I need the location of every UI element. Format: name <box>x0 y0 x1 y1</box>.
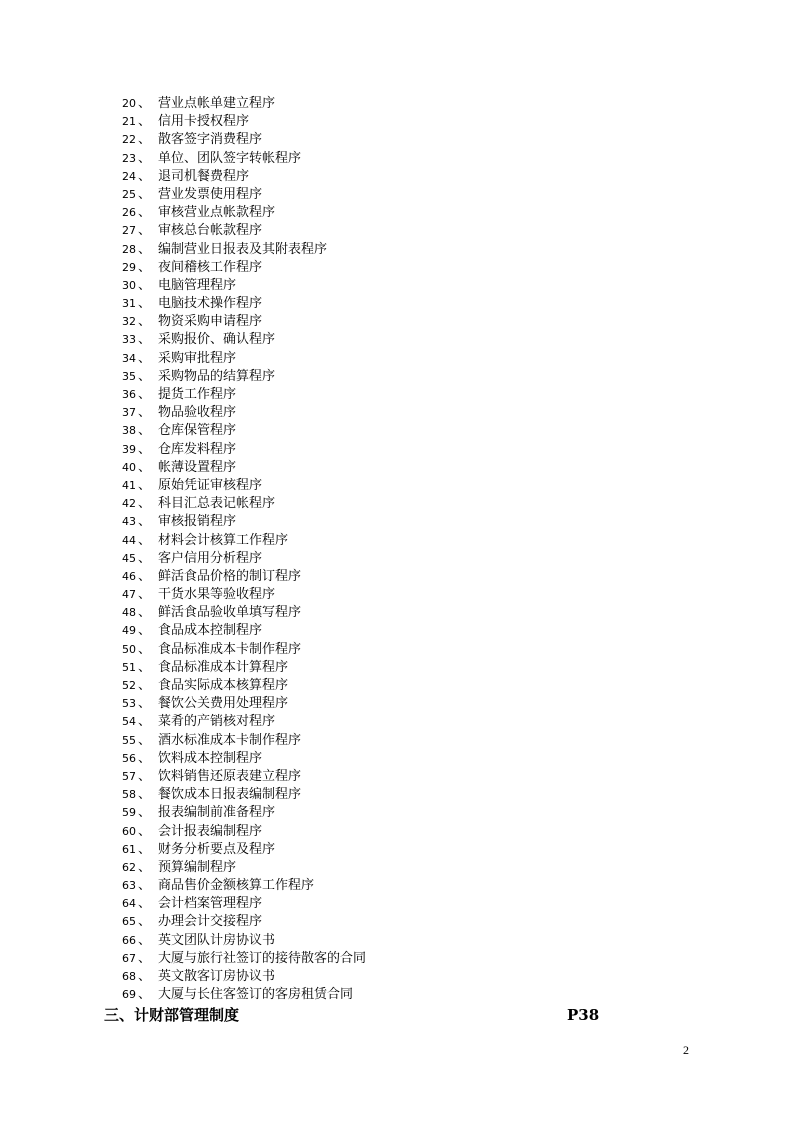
item-text: 食品成本控制程序 <box>158 623 263 639</box>
list-item <box>0 568 794 586</box>
item-number: 38 <box>122 424 136 438</box>
item-number: 56 <box>122 751 136 765</box>
list-item <box>0 677 794 695</box>
item-text: 审核报销程序 <box>158 514 237 530</box>
item-separator: 、 <box>138 223 152 239</box>
item-number: 51 <box>122 660 136 674</box>
item-text: 食品标准成本卡制作程序 <box>158 641 302 657</box>
list-item <box>0 622 794 640</box>
list-item <box>0 404 794 422</box>
list-item <box>0 895 794 913</box>
list-item <box>0 641 794 659</box>
item-number: 49 <box>122 624 136 638</box>
list-item <box>0 968 794 986</box>
item-text: 营业点帐单建立程序 <box>158 96 276 111</box>
item-number: 62 <box>122 860 136 874</box>
section-title: 三、计财部管理制度 <box>104 1006 240 1024</box>
item-number: 66 <box>122 933 136 947</box>
list-item <box>0 277 794 295</box>
item-separator: 、 <box>138 168 152 184</box>
item-number: 21 <box>122 115 136 129</box>
list-item <box>0 986 794 1004</box>
item-number: 60 <box>122 824 136 838</box>
list-item <box>0 313 794 331</box>
item-number: 45 <box>122 551 136 565</box>
item-text: 会计档案管理程序 <box>158 896 263 912</box>
item-separator: 、 <box>138 859 152 875</box>
item-text: 大厦与长住客签订的客房租赁合同 <box>158 987 354 1003</box>
item-number: 34 <box>122 351 136 365</box>
item-separator: 、 <box>138 496 152 512</box>
item-text: 采购报价、确认程序 <box>158 332 276 348</box>
item-text: 帐薄设置程序 <box>158 459 237 475</box>
item-number: 55 <box>122 733 136 747</box>
list-item <box>0 222 794 240</box>
item-separator: 、 <box>138 841 152 857</box>
item-separator: 、 <box>138 623 152 639</box>
item-number: 52 <box>122 679 136 692</box>
item-separator: 、 <box>138 823 152 839</box>
item-number: 50 <box>122 642 136 656</box>
item-separator: 、 <box>138 405 152 421</box>
item-separator: 、 <box>138 805 152 821</box>
item-text: 材料会计核算工作程序 <box>158 532 289 548</box>
item-number: 25 <box>122 187 136 201</box>
list-item <box>0 204 794 222</box>
item-number: 36 <box>122 388 136 401</box>
item-text: 采购物品的结算程序 <box>158 368 276 384</box>
item-number: 28 <box>122 242 136 256</box>
item-separator: 、 <box>138 768 152 784</box>
item-separator: 、 <box>138 950 152 966</box>
item-text: 饮料销售还原表建立程序 <box>158 768 302 784</box>
list-item <box>0 477 794 495</box>
item-number: 33 <box>122 333 136 347</box>
item-text: 会计报表编制程序 <box>158 823 263 839</box>
item-number: 27 <box>122 224 136 238</box>
item-number: 22 <box>122 133 136 147</box>
item-number: 53 <box>122 697 136 711</box>
item-separator: 、 <box>138 914 152 930</box>
item-separator: 、 <box>138 987 152 1003</box>
item-number: 69 <box>122 988 136 1002</box>
item-number: 40 <box>122 460 136 474</box>
item-text: 酒水标准成本卡制作程序 <box>158 732 302 748</box>
item-text: 餐饮公关费用处理程序 <box>158 696 289 712</box>
list-item <box>0 659 794 677</box>
item-separator: 、 <box>138 459 152 475</box>
item-text: 鲜活食品验收单填写程序 <box>158 605 302 621</box>
item-separator: 、 <box>138 150 152 166</box>
item-text: 干货水果等验收程序 <box>158 587 276 603</box>
list-item <box>0 750 794 768</box>
item-text: 鲜活食品价格的制订程序 <box>158 568 302 584</box>
item-text: 电脑管理程序 <box>158 277 237 293</box>
item-number: 67 <box>122 951 136 965</box>
item-text: 夜间稽核工作程序 <box>158 259 263 275</box>
item-text: 物品验收程序 <box>158 405 237 421</box>
item-text: 单位、团队签字转帐程序 <box>158 150 302 166</box>
list-item <box>0 459 794 477</box>
list-item <box>0 368 794 386</box>
item-text: 英文团队计房协议书 <box>158 932 276 948</box>
item-number: 47 <box>122 588 136 602</box>
item-separator: 、 <box>138 878 152 894</box>
list-item <box>0 877 794 895</box>
list-item <box>0 804 794 822</box>
item-text: 商品售价金额核算工作程序 <box>158 878 315 894</box>
item-separator: 、 <box>138 296 152 312</box>
item-text: 电脑技术操作程序 <box>158 296 263 312</box>
item-text: 英文散客订房协议书 <box>158 969 276 984</box>
item-text: 食品实际成本核算程序 <box>158 678 289 693</box>
item-separator: 、 <box>138 714 152 730</box>
list-item <box>0 713 794 731</box>
item-text: 财务分析要点及程序 <box>158 841 276 857</box>
item-separator: 、 <box>138 350 152 366</box>
list-item <box>0 150 794 168</box>
item-number: 63 <box>122 879 136 893</box>
item-separator: 、 <box>138 605 152 621</box>
page-number: 2 <box>683 1043 689 1057</box>
item-number: 20 <box>122 97 136 110</box>
item-separator: 、 <box>138 514 152 530</box>
item-text: 编制营业日报表及其附表程序 <box>158 241 328 257</box>
list-item <box>0 841 794 859</box>
item-number: 41 <box>122 478 136 492</box>
list-item <box>0 186 794 204</box>
item-number: 37 <box>122 406 136 420</box>
item-separator: 、 <box>138 441 152 457</box>
item-text: 科目汇总表记帐程序 <box>158 496 276 512</box>
item-text: 仓库发料程序 <box>158 441 237 457</box>
item-text: 审核总台帐款程序 <box>158 223 263 239</box>
item-text: 预算编制程序 <box>158 859 237 875</box>
item-number: 68 <box>122 970 136 983</box>
item-separator: 、 <box>138 750 152 766</box>
list-item <box>0 859 794 877</box>
list-item <box>0 932 794 950</box>
list-item <box>0 513 794 531</box>
item-separator: 、 <box>138 587 152 603</box>
item-separator: 、 <box>138 532 152 548</box>
list-item <box>0 331 794 349</box>
item-text: 散客签字消费程序 <box>158 132 263 148</box>
list-item <box>0 422 794 440</box>
item-separator: 、 <box>138 259 152 275</box>
item-text: 食品标准成本计算程序 <box>158 659 289 675</box>
list-item <box>0 113 794 131</box>
item-text: 大厦与旅行社签订的接待散客的合同 <box>158 950 367 966</box>
item-separator: 、 <box>138 696 152 712</box>
item-number: 44 <box>122 533 136 547</box>
item-number: 29 <box>122 260 136 274</box>
item-separator: 、 <box>138 678 152 693</box>
item-number: 39 <box>122 442 136 456</box>
item-text: 饮料成本控制程序 <box>158 750 263 766</box>
item-separator: 、 <box>138 969 152 984</box>
item-text: 营业发票使用程序 <box>158 186 263 202</box>
item-text: 报表编制前准备程序 <box>158 805 276 821</box>
item-text: 客户信用分析程序 <box>158 550 263 566</box>
list-item <box>0 532 794 550</box>
item-separator: 、 <box>138 641 152 657</box>
item-number: 24 <box>122 169 136 183</box>
item-number: 23 <box>122 151 136 165</box>
item-separator: 、 <box>138 96 152 111</box>
item-number: 54 <box>122 715 136 729</box>
list-item <box>0 168 794 186</box>
item-number: 26 <box>122 206 136 220</box>
item-text: 提货工作程序 <box>158 387 237 402</box>
section-heading <box>104 1004 604 1026</box>
list-item <box>0 350 794 368</box>
item-number: 46 <box>122 569 136 583</box>
item-number: 59 <box>122 806 136 820</box>
item-separator: 、 <box>138 114 152 130</box>
item-separator: 、 <box>138 314 152 330</box>
item-separator: 、 <box>138 132 152 148</box>
list-item <box>0 495 794 513</box>
procedure-list <box>0 95 794 1004</box>
item-separator: 、 <box>138 241 152 257</box>
item-number: 35 <box>122 369 136 383</box>
item-separator: 、 <box>138 368 152 384</box>
item-text: 仓库保管程序 <box>158 423 237 439</box>
list-item <box>0 913 794 931</box>
item-separator: 、 <box>138 387 152 402</box>
item-number: 57 <box>122 769 136 783</box>
item-number: 58 <box>122 788 136 802</box>
list-item <box>0 241 794 259</box>
item-separator: 、 <box>138 277 152 293</box>
list-item <box>0 950 794 968</box>
item-separator: 、 <box>138 186 152 202</box>
item-separator: 、 <box>138 568 152 584</box>
item-separator: 、 <box>138 732 152 748</box>
item-text: 物资采购申请程序 <box>158 314 263 330</box>
item-number: 65 <box>122 915 136 929</box>
item-number: 43 <box>122 515 136 529</box>
list-item <box>0 604 794 622</box>
list-item <box>0 295 794 313</box>
item-number: 61 <box>122 842 136 856</box>
item-number: 31 <box>122 297 136 311</box>
item-separator: 、 <box>138 932 152 948</box>
item-text: 原始凭证审核程序 <box>158 477 263 493</box>
list-item <box>0 95 794 113</box>
list-item <box>0 786 794 804</box>
item-number: 48 <box>122 606 136 620</box>
item-text: 采购审批程序 <box>158 350 237 366</box>
item-text: 退司机餐费程序 <box>158 168 250 184</box>
item-number: 42 <box>122 497 136 511</box>
section-page-reference: P38 <box>567 1006 600 1024</box>
item-separator: 、 <box>138 477 152 493</box>
list-item <box>0 386 794 404</box>
item-separator: 、 <box>138 332 152 348</box>
item-separator: 、 <box>138 205 152 221</box>
item-number: 30 <box>122 278 136 292</box>
list-item <box>0 550 794 568</box>
item-separator: 、 <box>138 787 152 803</box>
list-item <box>0 441 794 459</box>
list-item <box>0 732 794 750</box>
item-separator: 、 <box>138 423 152 439</box>
list-item <box>0 259 794 277</box>
list-item <box>0 768 794 786</box>
item-text: 办理会计交接程序 <box>158 914 263 930</box>
item-text: 餐饮成本日报表编制程序 <box>158 787 302 803</box>
item-number: 32 <box>122 315 136 329</box>
item-separator: 、 <box>138 550 152 566</box>
list-item <box>0 586 794 604</box>
item-number: 64 <box>122 897 136 911</box>
list-item <box>0 131 794 149</box>
list-item <box>0 823 794 841</box>
item-separator: 、 <box>138 659 152 675</box>
item-separator: 、 <box>138 896 152 912</box>
item-text: 审核营业点帐款程序 <box>158 205 276 221</box>
list-item <box>0 695 794 713</box>
item-text: 信用卡授权程序 <box>158 114 250 130</box>
item-text: 菜肴的产销核对程序 <box>158 714 276 730</box>
